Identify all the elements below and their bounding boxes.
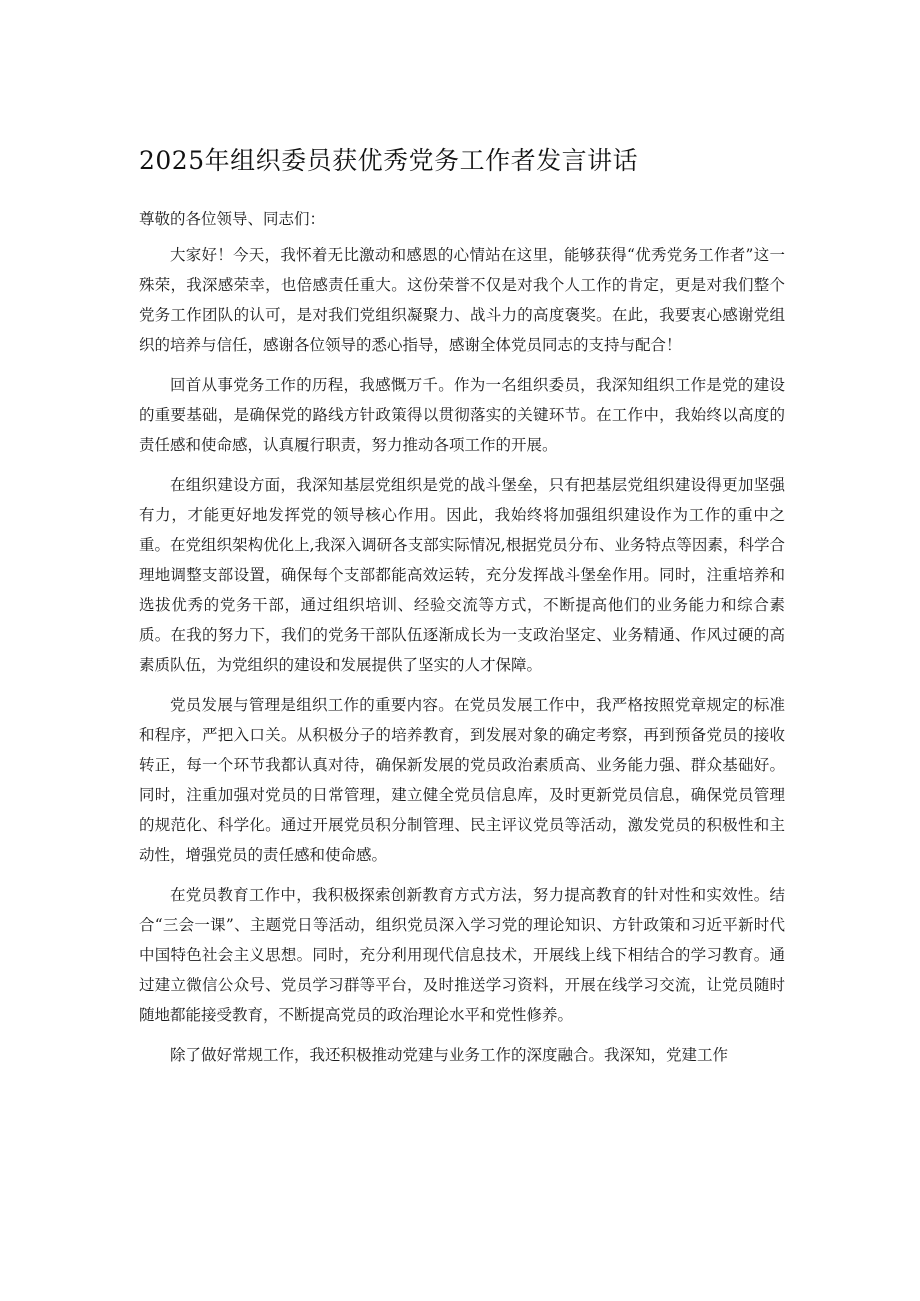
paragraph-member-education: 在党员教育工作中，我积极探索创新教育方式方法，努力提高教育的针对性和实效性。结合“三会一课”、主题党日等活动，组织党员深入学习党的理论知识、方针政策和习近平新时代中国特色社会主义思想。同时，充分利用现代信息技术，开展线上线下相结合的学习教育。通过建立微信公众号、党员学习群等平台，及时推送学习资料，开展在线学习交流，让党员随时随地都能接受教育，不断提高党员的政治理论水平和党性修养。: [139, 886, 785, 1024]
paragraph-review: 回首从事党务工作的历程，我感慨万千。作为一名组织委员，我深知组织工作是党的建设的重要基础，是确保党的路线方针政策得以贯彻落实的关键环节。在工作中，我始终以高度的责任感和使命感，认真履行职责，努力推动各项工作的开展。: [139, 376, 785, 454]
paragraph-integration: 除了做好常规工作，我还积极推动党建与业务工作的深度融合。我深知，党建工作: [170, 1046, 729, 1064]
paragraph-organization-building: 在组织建设方面，我深知基层党组织是党的战斗堡垒，只有把基层党组织建设得更加坚强有力，才能更好地发挥党的领导核心作用。因此，我始终将加强组织建设作为工作的重中之重。在党组织架构优化上,我深入调研各支部实际情况,根据党员分布、业务特点等因素，科学合理地调整支部设置，确保每个支部都能高效运转，充分发挥战斗堡垒作用。同时，注重培养和选拔优秀的党务干部，通过组织培训、经验交流等方式，不断提高他们的业务能力和综合素质。在我的努力下，我们的党务干部队伍逐渐成长为一支政治坚定、业务精通、作风过硬的高素质队伍，为党组织的建设和发展提供了坚实的人才保障。: [139, 476, 785, 674]
document-page: [139, 140, 785, 1070]
document-title: 2025年组织委员获优秀党务工作者发言讲话: [139, 146, 639, 175]
paragraph-member-development: 党员发展与管理是组织工作的重要内容。在党员发展工作中，我严格按照党章规定的标准和程序，严把入口关。从积极分子的培养教育，到发展对象的确定考察，再到预备党员的接收转正，每一个环节我都认真对待，确保新发展的党员政治素质高、业务能力强、群众基础好。同时，注重加强对党员的日常管理，建立健全党员信息库，及时更新党员信息，确保党员管理的规范化、科学化。通过开展党员积分制管理、民主评议党员等活动，激发党员的积极性和主动性，增强党员的责任感和使命感。: [139, 696, 785, 864]
salutation: 尊敬的各位领导、同志们：: [139, 210, 326, 228]
paragraph-opening: 大家好！今天，我怀着无比激动和感恩的心情站在这里，能够获得“优秀党务工作者”这一殊荣，我深感荣幸，也倍感责任重大。这份荣誉不仅是对我个人工作的肯定，更是对我们整个党务工作团队的认可，是对我们党组织凝聚力、战斗力的高度褒奖。在此，我要衷心感谢党组织的培养与信任，感谢各位领导的悉心指导，感谢全体党员同志的支持与配合！: [139, 246, 785, 354]
